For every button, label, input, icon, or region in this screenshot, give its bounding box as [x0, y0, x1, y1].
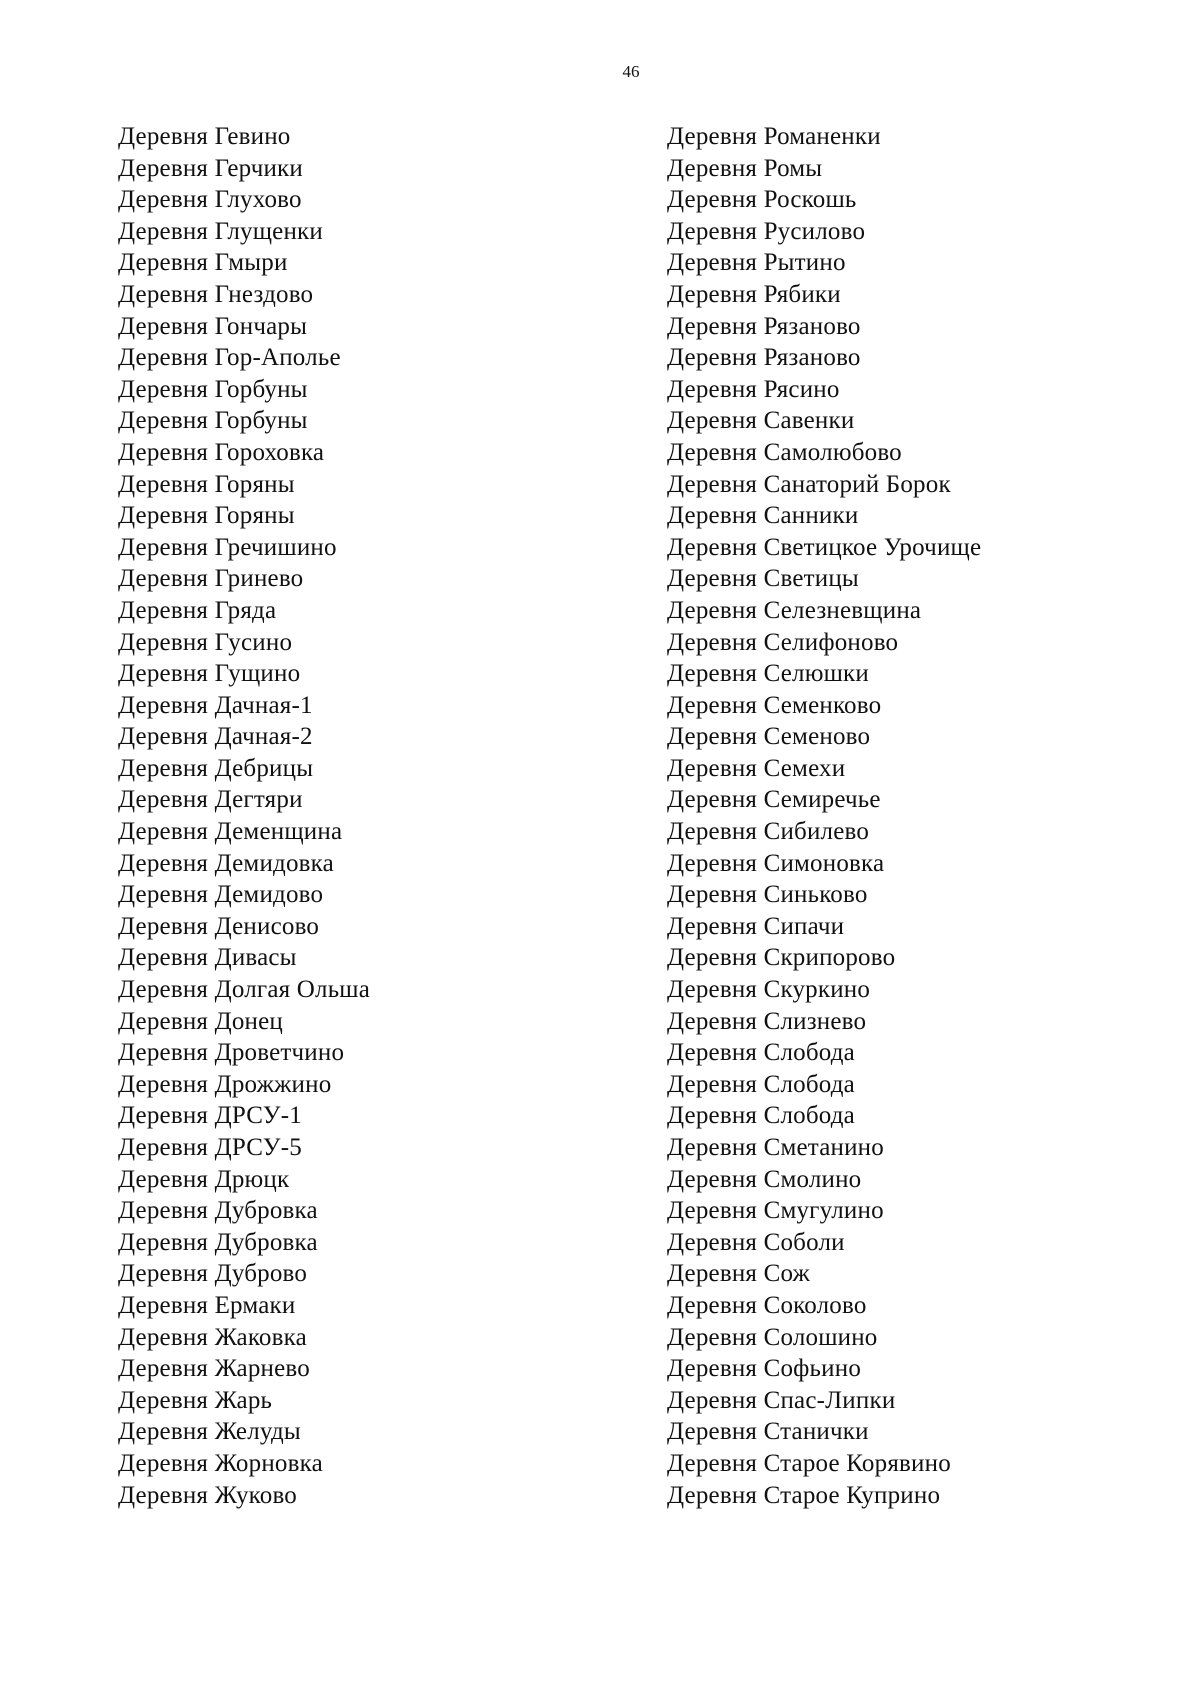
- list-item: Деревня Селезневщина: [667, 596, 922, 624]
- list-item: Деревня Русилово: [667, 217, 866, 245]
- list-item: Деревня Горяны: [118, 470, 295, 498]
- list-item: Деревня Жаковка: [118, 1323, 307, 1351]
- list-item: Деревня Дебрицы: [118, 754, 314, 782]
- list-item: Деревня Дрюцк: [118, 1165, 290, 1193]
- list-item: Деревня Слобода: [667, 1039, 855, 1067]
- list-item: Деревня Жарь: [118, 1386, 273, 1414]
- list-item: Деревня Семеново: [667, 723, 871, 751]
- list-item: Деревня Романенки: [667, 123, 881, 150]
- list-item: Деревня Старое Корявино: [667, 1449, 951, 1477]
- list-item: Деревня Сметанино: [667, 1134, 884, 1161]
- list-item: Деревня Роскошь: [667, 186, 857, 214]
- list-item: Деревня Дроветчино: [118, 1039, 345, 1067]
- list-item: Деревня ДРСУ-1: [118, 1102, 302, 1130]
- list-item: Деревня Рясино: [667, 375, 840, 403]
- list-item: Деревня Горяны: [118, 502, 295, 530]
- list-item: Деревня Жорновка: [118, 1449, 323, 1477]
- list-item: Деревня Санники: [667, 502, 859, 530]
- list-item: Деревня Гусино: [118, 628, 293, 656]
- list-item: Деревня Слизнево: [667, 1007, 867, 1035]
- list-item: Деревня Слобода: [667, 1102, 855, 1130]
- list-item: Деревня Демидовка: [118, 849, 334, 877]
- list-item: Деревня Смугулино: [667, 1197, 884, 1225]
- list-item: Деревня Дубровка: [118, 1197, 318, 1225]
- list-item: Деревня Горбуны: [118, 407, 308, 435]
- list-item: Деревня Станички: [667, 1418, 869, 1446]
- list-item: Деревня Гор-Аполье: [118, 344, 341, 372]
- list-item: Деревня Солошино: [667, 1323, 878, 1351]
- list-item: Деревня Смолино: [667, 1165, 862, 1193]
- list-item: Деревня Жарнево: [118, 1355, 310, 1383]
- list-item: Деревня Соболи: [667, 1228, 845, 1256]
- list-item: Деревня Гринево: [118, 565, 304, 593]
- left-column-list: [118, 121, 370, 1511]
- list-item: Деревня Ромы: [667, 154, 823, 182]
- list-item: Деревня Рытино: [667, 249, 846, 277]
- list-item: Деревня Соколово: [667, 1291, 867, 1319]
- list-item: Деревня Софьино: [667, 1355, 862, 1383]
- list-item: Деревня Скрипорово: [667, 944, 896, 972]
- list-item: Деревня Слобода: [667, 1070, 855, 1098]
- list-item: Деревня Дрожжино: [118, 1070, 332, 1098]
- list-item: Деревня Гороховка: [118, 438, 325, 466]
- list-item: Деревня Семенково: [667, 691, 882, 719]
- list-item: Деревня Желуды: [118, 1418, 301, 1446]
- list-item: Деревня Дивасы: [118, 944, 297, 972]
- list-item: Деревня Денисово: [118, 912, 320, 940]
- list-item: Деревня Дуброво: [118, 1260, 308, 1288]
- list-item: Деревня Гряда: [118, 596, 277, 624]
- list-item: Деревня Савенки: [667, 407, 855, 435]
- list-item: Деревня Санаторий Борок: [667, 470, 951, 498]
- list-item: Деревня Рябики: [667, 280, 841, 308]
- list-item: Деревня Глухово: [118, 186, 302, 214]
- list-item: Деревня Дегтяри: [118, 786, 303, 814]
- list-item: Деревня Селифоново: [667, 628, 899, 656]
- list-item: Деревня Гончары: [118, 312, 308, 340]
- list-item: Деревня ДРСУ-5: [118, 1134, 302, 1161]
- list-item: Деревня Сож: [667, 1260, 811, 1288]
- list-item: Деревня Сипачи: [667, 912, 845, 940]
- list-item: Деревня Семехи: [667, 754, 846, 782]
- right-column-list: [667, 121, 981, 1511]
- list-item: Деревня Демидово: [118, 881, 324, 909]
- list-item: Деревня Дачная-2: [118, 723, 313, 751]
- list-item: Деревня Спас-Липки: [667, 1386, 896, 1414]
- list-item: Деревня Гнездово: [118, 280, 314, 308]
- list-item: Деревня Селюшки: [667, 660, 869, 688]
- list-item: Деревня Синьково: [667, 881, 868, 909]
- list-item: Деревня Рязаново: [667, 344, 861, 372]
- list-item: Деревня Рязаново: [667, 312, 861, 340]
- list-item: Деревня Глущенки: [118, 217, 323, 245]
- list-item: Деревня Деменщина: [118, 818, 343, 846]
- list-item: Деревня Дачная-1: [118, 691, 313, 719]
- list-item: Деревня Гмыри: [118, 249, 288, 277]
- list-item: Деревня Старое Куприно: [667, 1481, 941, 1509]
- list-item: Деревня Дубровка: [118, 1228, 318, 1256]
- page-number: 46: [622, 62, 640, 81]
- list-item: Деревня Симоновка: [667, 849, 885, 877]
- list-item: Деревня Герчики: [118, 154, 303, 182]
- list-item: Деревня Горбуны: [118, 375, 308, 403]
- list-item: Деревня Гущино: [118, 660, 301, 688]
- list-item: Деревня Скуркино: [667, 976, 871, 1004]
- list-item: Деревня Донец: [118, 1007, 283, 1035]
- list-item: Деревня Светицы: [667, 565, 859, 593]
- list-item: Деревня Гречишино: [118, 533, 337, 561]
- list-item: Деревня Светицкое Урочище: [667, 533, 982, 561]
- list-item: Деревня Самолюбово: [667, 438, 902, 466]
- list-item: Деревня Семиречье: [667, 786, 881, 814]
- list-item: Деревня Гевино: [118, 123, 291, 150]
- list-item: Деревня Ермаки: [118, 1291, 296, 1319]
- list-item: Деревня Жуково: [118, 1481, 297, 1509]
- list-item: Деревня Сибилево: [667, 818, 870, 846]
- list-item: Деревня Долгая Ольша: [118, 976, 371, 1004]
